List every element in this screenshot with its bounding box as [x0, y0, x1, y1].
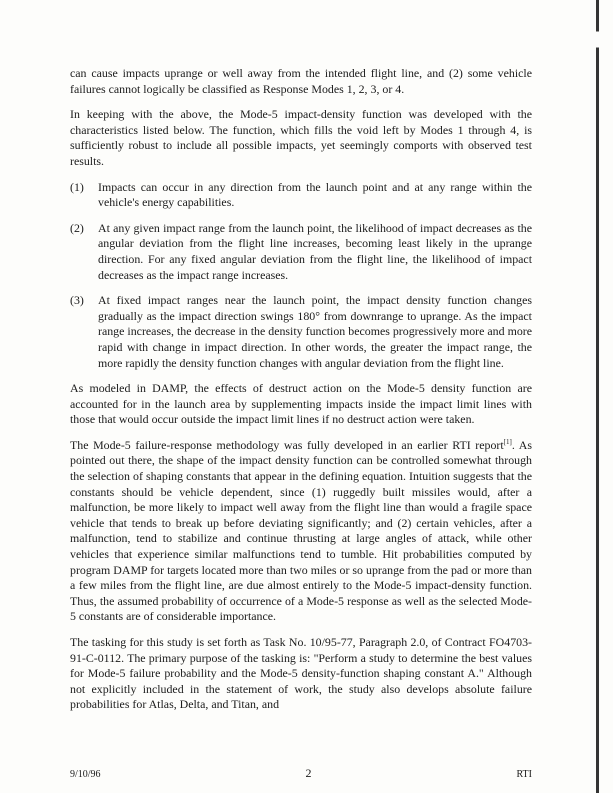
paragraph-2: In keeping with the above, the Mode-5 impact-density function was developed with the characteristics listed below. The function, which fills the void left by Modes 1 through 4, is sufficiently robust to include all possible impacts, yet seemingly comports with observed test results.	[70, 107, 532, 168]
paragraph-1: can cause impacts uprange or well away from the intended flight line, and (2) some vehicle failures cannot logically be classified as Response Modes 1, 2, 3, or 4.	[70, 66, 532, 96]
page-footer	[70, 766, 532, 781]
scan-edge-line	[596, 0, 599, 793]
paragraph-4-text-cont: . As pointed out there, the shape of the impact density function can be controlled somewhat through the selection of shaping constants that appear in the defining equation. Intuition suggests that the constants should be vehicle dependent, since (1) ruggedly built missiles would, after a malfunction, be more likely to impact well away from the flight line than would a fragile space vehicle that tends to break up before deviating significantly; and (2) certain vehicles, after a malfunction, tend to stabilize and continue thrusting at large angles of attack, while other vehicles that experience similar malfunctions tend to tumble. Hit probabilities computed by program DAMP for targets located more than two miles or so uprange from the pad or more than a few miles from the flight line, are due almost entirely to the Mode-5 impact-density function. Thus, the assumed probability of occurrence of a Mode-5 response as well as the selected Mode-5 constants are of considerable importance.	[70, 437, 532, 624]
list-item	[70, 293, 532, 371]
list-item-number: (2)	[70, 220, 84, 235]
list-item	[70, 221, 532, 283]
list-item-number: (3)	[70, 293, 84, 308]
list-item-text: At any given impact range from the launch point, the likelihood of impact decreases as the angular deviation from the flight line increases, becoming least likely in the uprange direction. For any fixed angular deviation from the flight line, the likelihood of impact decreases as the impact range increases.	[98, 220, 532, 282]
paragraph-4-text: The Mode-5 failure-response methodology was fully developed in an earlier RTI report	[70, 437, 504, 452]
body-text	[70, 66, 532, 723]
list-item	[70, 180, 532, 211]
paragraph-3: As modeled in DAMP, the effects of destruct action on the Mode-5 density function are accounted for in the launch area by supplementing impacts inside the impact limit lines with those that would occur outside the impact limit lines if no destruct action were taken.	[70, 381, 532, 427]
reference-marker: [1]	[503, 437, 512, 446]
footer-date: 9/10/96	[70, 769, 101, 780]
list-item-number: (1)	[70, 179, 84, 194]
footer-org: RTI	[516, 769, 532, 780]
paragraph-5: The tasking for this study is set forth as Task No. 10/95-77, Paragraph 2.0, of Contract FO4703-91-C-0112. The primary purpose of the tasking is: "Perform a study to determine the best values for Mode-5 failure probability and the Mode-5 density-function shaping constant A." Although not explicitly included in the statement of work, the study also develops absolute failure probabilities for Atlas, Delta, and Titan, and	[70, 635, 532, 712]
paragraph-4	[70, 438, 532, 625]
characteristics-list	[70, 180, 532, 372]
page-number: 2	[305, 766, 312, 780]
list-item-text: Impacts can occur in any direction from the launch point and at any range within the vehicle's energy capabilities.	[98, 179, 532, 210]
list-item-text: At fixed impact ranges near the launch point, the impact density function changes gradually as the impact direction swings 180° from downrange to uprange. As the impact range increases, the decrease in the density function becomes progressively more and more rapid with change in impact direction. In other words, the greater the impact range, the more rapidly the density function changes with angular deviation from the flight line.	[98, 293, 532, 370]
